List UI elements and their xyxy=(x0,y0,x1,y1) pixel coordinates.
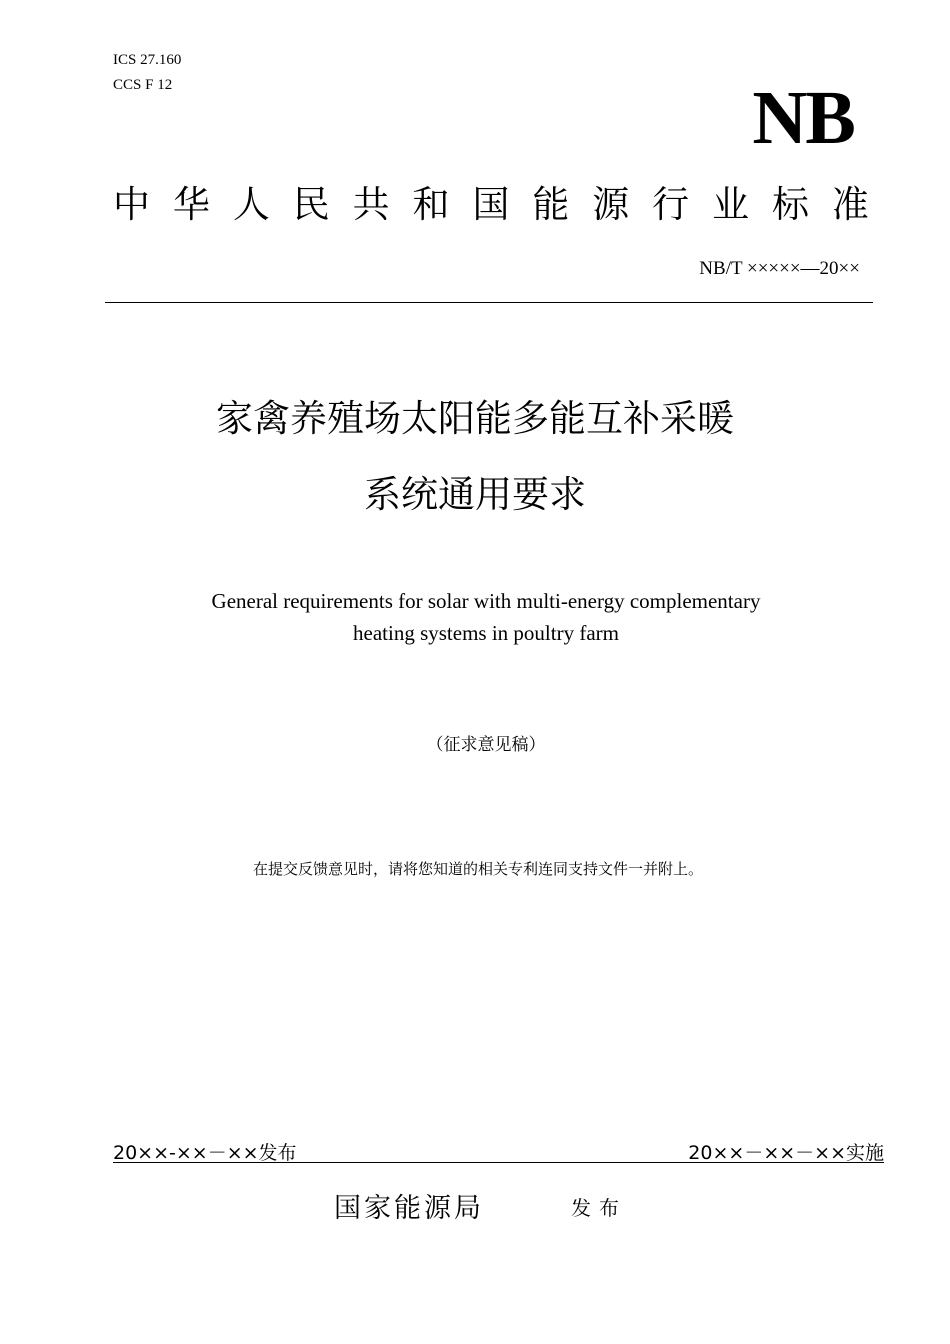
header-divider xyxy=(105,302,873,303)
implementation-date: 20××－××－××实施 xyxy=(688,1142,884,1164)
publisher-name: 国家能源局 xyxy=(334,1193,484,1224)
title-char: 华 xyxy=(172,183,210,226)
classification-codes xyxy=(113,48,181,98)
nb-logo: NB xyxy=(752,76,854,160)
issue-date: 20××-××－××发布 xyxy=(113,1142,297,1164)
title-char: 和 xyxy=(412,183,450,226)
title-char: 准 xyxy=(831,183,869,226)
document-title-zh-line1: 家禽养殖场太阳能多能互补采暖 xyxy=(216,397,734,440)
title-char: 源 xyxy=(592,183,630,226)
ics-code: ICS 27.160 xyxy=(113,52,182,68)
title-char: 国 xyxy=(472,183,510,226)
title-char: 标 xyxy=(771,183,809,226)
ccs-code: CCS F 12 xyxy=(113,77,173,93)
draft-label: （征求意见稿） xyxy=(426,735,546,755)
title-char: 共 xyxy=(352,183,390,226)
title-char: 能 xyxy=(532,183,570,226)
footer-divider xyxy=(113,1162,884,1163)
title-char: 业 xyxy=(712,183,750,226)
document-title-zh-line2: 系统通用要求 xyxy=(364,473,586,516)
standard-number: NB/T ×××××—20×× xyxy=(699,258,860,279)
document-title-en-line2: heating systems in poultry farm xyxy=(353,621,619,645)
patent-notice: 在提交反馈意见时，请将您知道的相关专利连同支持文件一并附上。 xyxy=(252,860,703,878)
title-char: 行 xyxy=(652,183,690,226)
standard-category-title xyxy=(113,183,869,226)
document-title-en-line1: General requirements for solar with multi-energy complementary xyxy=(211,589,761,613)
title-char: 人 xyxy=(232,183,270,226)
publish-label: 发布 xyxy=(571,1196,627,1220)
title-char: 中 xyxy=(113,183,150,226)
title-char: 民 xyxy=(292,183,330,226)
